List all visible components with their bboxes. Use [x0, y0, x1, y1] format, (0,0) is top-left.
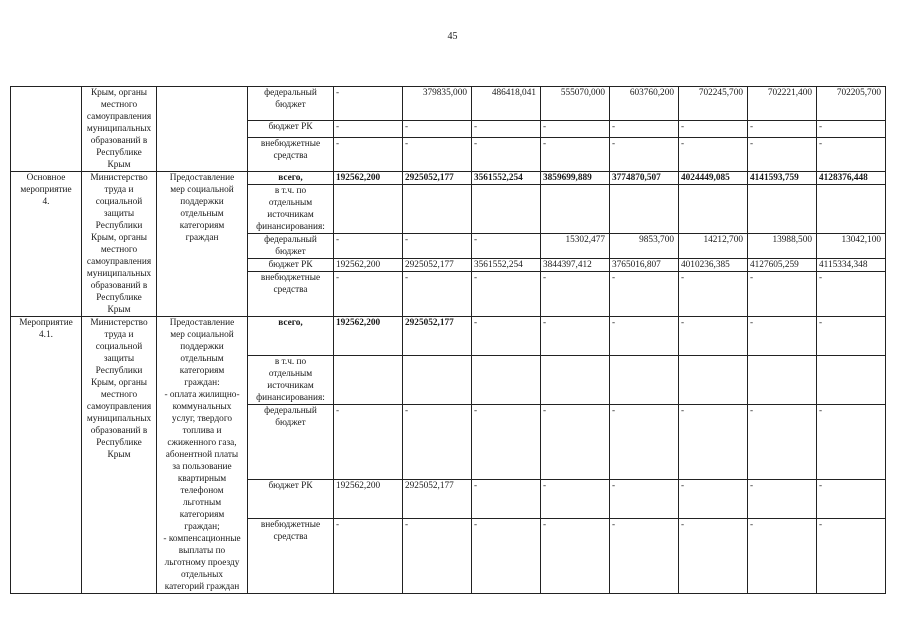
value-cell: 2925052,177	[403, 317, 472, 356]
source-cell: бюджет РК	[248, 480, 334, 519]
value-cell: -	[748, 138, 817, 172]
value-cell: 3774870,507	[610, 172, 679, 185]
value-cell: -	[334, 405, 403, 480]
source-cell: в т.ч. по отдельным источникам финансирования:	[248, 356, 334, 405]
table-row	[11, 172, 886, 185]
value-cell: -	[334, 87, 403, 121]
value-cell: -	[817, 519, 886, 594]
value-cell: 3561552,254	[472, 259, 541, 272]
source-cell: федеральный бюджет	[248, 234, 334, 259]
value-cell: -	[541, 405, 610, 480]
value-cell: -	[679, 120, 748, 138]
value-cell: 4128376,448	[817, 172, 886, 185]
value-cell: 702245,700	[679, 87, 748, 121]
value-cell: 4141593,759	[748, 172, 817, 185]
value-cell: 702221,400	[748, 87, 817, 121]
value-cell: 192562,200	[334, 172, 403, 185]
activity-cell	[11, 87, 82, 172]
value-cell: -	[610, 405, 679, 480]
value-cell: 2925052,177	[403, 259, 472, 272]
value-cell	[748, 185, 817, 234]
value-cell: -	[679, 480, 748, 519]
description-cell: Предоставление мер социальной поддержки отдельным категориям граждан: - оплата жилищно- коммунальных услуг, твердого топлива и сжиженного газа, абонентной платы за пользование квартирным телефоном льготным категориям граждан; - компенсационные выплаты по льготному проезду отдельных категорий граждан	[157, 317, 248, 594]
value-cell: -	[334, 120, 403, 138]
value-cell: -	[610, 120, 679, 138]
value-cell: 14212,700	[679, 234, 748, 259]
value-cell	[334, 356, 403, 405]
value-cell: 3859699,889	[541, 172, 610, 185]
value-cell: -	[403, 272, 472, 317]
activity-cell: Мероприятие 4.1.	[11, 317, 82, 594]
value-cell	[748, 356, 817, 405]
value-cell: -	[748, 317, 817, 356]
value-cell	[334, 185, 403, 234]
executor-cell: Министерство труда и социальной защиты Республики Крым, органы местного самоуправления муниципальных образований в Республике Крым	[82, 172, 157, 317]
value-cell: 3765016,807	[610, 259, 679, 272]
value-cell: -	[610, 317, 679, 356]
source-cell: внебюджетные средства	[248, 272, 334, 317]
value-cell: 2925052,177	[403, 480, 472, 519]
value-cell: -	[472, 480, 541, 519]
value-cell: 603760,200	[610, 87, 679, 121]
value-cell: 486418,041	[472, 87, 541, 121]
value-cell	[541, 356, 610, 405]
value-cell	[403, 356, 472, 405]
value-cell: -	[817, 120, 886, 138]
value-cell: 4010236,385	[679, 259, 748, 272]
value-cell	[679, 356, 748, 405]
value-cell: 9853,700	[610, 234, 679, 259]
value-cell: 3561552,254	[472, 172, 541, 185]
value-cell: 13988,500	[748, 234, 817, 259]
value-cell: 13042,100	[817, 234, 886, 259]
financing-table	[10, 86, 886, 594]
source-cell: всего,	[248, 317, 334, 356]
value-cell	[679, 185, 748, 234]
value-cell: -	[472, 272, 541, 317]
value-cell	[817, 356, 886, 405]
value-cell: 192562,200	[334, 259, 403, 272]
description-cell: Предоставление мер социальной поддержки отдельным категориям граждан	[157, 172, 248, 317]
value-cell: -	[817, 480, 886, 519]
value-cell: -	[334, 234, 403, 259]
value-cell: -	[610, 480, 679, 519]
table-row	[11, 317, 886, 356]
value-cell: -	[403, 234, 472, 259]
value-cell: 15302,477	[541, 234, 610, 259]
value-cell	[610, 185, 679, 234]
value-cell: -	[610, 519, 679, 594]
value-cell: -	[541, 120, 610, 138]
value-cell	[472, 356, 541, 405]
value-cell: -	[403, 120, 472, 138]
value-cell: 379835,000	[403, 87, 472, 121]
value-cell: -	[541, 317, 610, 356]
value-cell: 192562,200	[334, 317, 403, 356]
value-cell	[472, 185, 541, 234]
value-cell: -	[610, 272, 679, 317]
value-cell: -	[472, 234, 541, 259]
value-cell: -	[748, 272, 817, 317]
source-cell: бюджет РК	[248, 259, 334, 272]
executor-cell: Крым, органы местного самоуправления муниципальных образований в Республике Крым	[82, 87, 157, 172]
source-cell: федеральный бюджет	[248, 405, 334, 480]
value-cell: -	[748, 405, 817, 480]
value-cell: -	[748, 120, 817, 138]
value-cell: 555070,000	[541, 87, 610, 121]
source-cell: в т.ч. по отдельным источникам финансирования:	[248, 185, 334, 234]
value-cell: -	[679, 519, 748, 594]
value-cell: -	[817, 138, 886, 172]
value-cell: -	[541, 519, 610, 594]
description-cell	[157, 87, 248, 172]
value-cell: -	[748, 480, 817, 519]
value-cell	[610, 356, 679, 405]
value-cell: -	[679, 405, 748, 480]
value-cell: -	[817, 405, 886, 480]
value-cell: -	[541, 138, 610, 172]
page-number: 45	[447, 31, 458, 42]
value-cell: -	[817, 317, 886, 356]
value-cell: -	[472, 317, 541, 356]
value-cell: 4115334,348	[817, 259, 886, 272]
value-cell: -	[541, 272, 610, 317]
source-cell: внебюджетные средства	[248, 519, 334, 594]
value-cell: -	[748, 519, 817, 594]
value-cell: -	[334, 272, 403, 317]
value-cell: -	[472, 405, 541, 480]
value-cell: -	[403, 138, 472, 172]
value-cell: -	[679, 317, 748, 356]
value-cell: -	[472, 138, 541, 172]
value-cell: 4127605,259	[748, 259, 817, 272]
table-row	[11, 87, 886, 121]
source-cell: бюджет РК	[248, 120, 334, 138]
value-cell: -	[403, 405, 472, 480]
value-cell: 192562,200	[334, 480, 403, 519]
value-cell: -	[472, 519, 541, 594]
value-cell: -	[403, 519, 472, 594]
value-cell: 3844397,412	[541, 259, 610, 272]
executor-cell: Министерство труда и социальной защиты Республики Крым, органы местного самоуправления муниципальных образований в Республике Крым	[82, 317, 157, 594]
value-cell: 702205,700	[817, 87, 886, 121]
value-cell: -	[472, 120, 541, 138]
value-cell: -	[610, 138, 679, 172]
source-cell: федеральный бюджет	[248, 87, 334, 121]
value-cell: -	[679, 138, 748, 172]
activity-cell: Основное мероприятие 4.	[11, 172, 82, 317]
value-cell: -	[817, 272, 886, 317]
value-cell: -	[541, 480, 610, 519]
value-cell: -	[334, 519, 403, 594]
value-cell: -	[334, 138, 403, 172]
value-cell	[541, 185, 610, 234]
value-cell: -	[679, 272, 748, 317]
value-cell	[403, 185, 472, 234]
value-cell: 4024449,085	[679, 172, 748, 185]
value-cell: 2925052,177	[403, 172, 472, 185]
source-cell: всего,	[248, 172, 334, 185]
source-cell: внебюджетные средства	[248, 138, 334, 172]
value-cell	[817, 185, 886, 234]
